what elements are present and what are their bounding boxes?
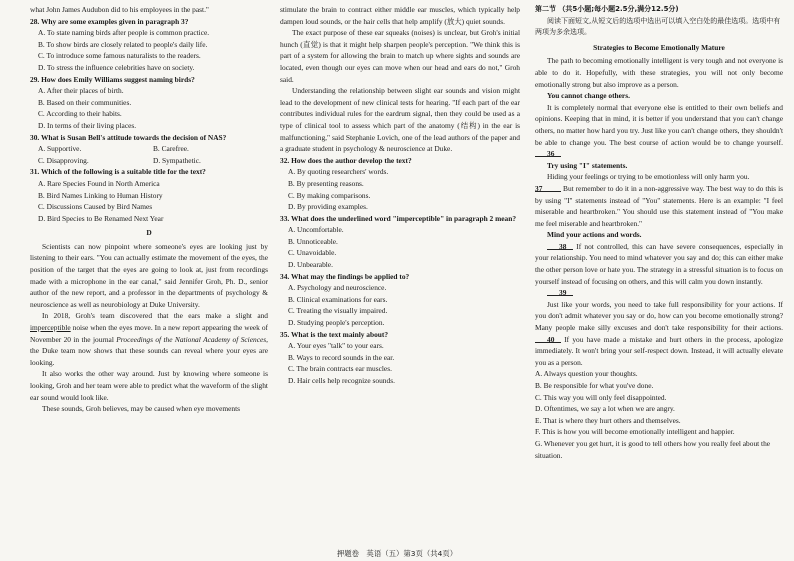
text-run: If not controlled, this can have severe consequences, especially in your relationship. You need to mind whatever you say and do; this can either make the other person love or hate you. The strategy in a stressful situation is to focus on yourself instead of focusing on others, and this will calm you down instantly. [535, 241, 783, 286]
question-35-option: C. The brain contracts ear muscles. [288, 364, 392, 374]
passage-paragraph: Hiding your feelings or trying to be emotionless will only harm you. [547, 172, 750, 182]
answer-option: B. Be responsible for what you've done. [535, 381, 654, 390]
question-34-option: C. Treating the visually impaired. [288, 306, 388, 316]
question-31-option: D. Bird Species to Be Renamed Next Year [38, 213, 164, 223]
subheading: You cannot change others. [547, 91, 630, 101]
question-28-option: A. To state naming birds after people is common practice. [38, 28, 210, 38]
text-run: , the Duke team now shows that these sounds can reveal where your eyes are looking. [30, 334, 268, 367]
column-middle [280, 4, 520, 387]
question-35-option: D. Hair cells help recognize sounds. [288, 376, 395, 385]
question-30-option: C. Disapproving. [38, 155, 89, 165]
text-run: It is completely normal that everyone else is entitled to their own beliefs and opinions. Keeping that in mind, it is better if you understand that you can't change others, no matter how hard you try. Just like you can't change others, they shouldn't be able to change you. The best course of action would be to change yourself. [535, 102, 783, 147]
passage-title: Strategies to Become Emotionally Mature [593, 42, 725, 52]
answer-option: A. Always question your thoughts. [535, 369, 638, 379]
question-29-option: A. After their places of birth. [38, 86, 124, 96]
section-d-heading: D [146, 228, 152, 238]
passage-paragraph [535, 183, 783, 229]
question-34-option: D. Studying people's perception. [288, 318, 385, 328]
section-2-title: 第二节 （共5小题;每小题2.5分,满分12.5分) [535, 5, 679, 13]
question-31-option: B. Bird Names Linking to Human History [38, 190, 163, 200]
passage-d-paragraph: Scientists can now pinpoint where someone's eyes are looking just by listening to their ears. "You can actually estimate the movement of the eyes, the position of the target that the eyes are going to look at, just from recordings made with a microphone in the ear canal," said Jennifer Groh, Ph. D., senior author of the new report, and a professor in the departments of psychology & neuroscience as well as neurobiology at Duke University. [30, 241, 268, 309]
question-35-option: B. Ways to record sounds in the ear. [288, 352, 395, 362]
blank-37: 37 [535, 183, 561, 192]
question-32-option: B. By presenting reasons. [288, 178, 364, 188]
question-31-option: A. Rare Species Found in North America [38, 178, 160, 188]
question-32-option: A. By quoting researchers' words. [288, 167, 389, 177]
text-run: noise when the eyes move. In a new report appearing the week of November 20 in the journal [30, 323, 268, 344]
question-33-stem: 33. What does the underlined word "imperceptible" in paragraph 2 mean? [280, 213, 517, 223]
page-footer: 押题卷 英语（五）第3页（共4页） [336, 549, 458, 558]
text-run: But remember to do it in a non-aggressive way. The best way to do this is by using "I" statements instead of "You" statements. Here is an example: "I feel miserable and heartbroken." You should use this statement instead of "You make me feel miserable and heartbroken." [535, 183, 783, 228]
question-29-option: D. In terms of their living places. [38, 120, 137, 130]
text-run: In 2018, Groh's team discovered that the ears make a slight and [42, 311, 268, 321]
question-28-option: C. To introduce some famous naturalists to the readers. [38, 51, 201, 61]
passage-d-paragraph [30, 310, 268, 368]
passage-paragraph [535, 241, 783, 287]
column-left [30, 4, 268, 415]
question-35-stem: 35. What is the text mainly about? [280, 329, 389, 339]
subheading: Try using "I" statements. [547, 160, 628, 170]
question-29-option: B. Based on their communities. [38, 97, 132, 107]
question-32-option: D. By providing examples. [288, 202, 368, 212]
passage-d-paragraph: stimulate the brain to contract either middle ear muscles, which typically help dampen loud sounds, or the hair cells that help amplify (放大) quiet sounds. [280, 5, 520, 26]
passage-d-paragraph: Understanding the relationship between slight ear sounds and vision might lead to the development of new clinical tests for hearing. "If each part of the ear contributes individual rules for the eardrum signal, then they could be used as a type of clinical tool to assess which part of the anatomy (结构) in the ear is malfunctioning," said Stephanie Lovich, one of the lead authors of the paper and a graduate student in psychology & neuroscience at Duke. [280, 86, 520, 154]
question-29-option: C. According to their habits. [38, 109, 122, 119]
question-33-option: C. Unavoidable. [288, 248, 337, 258]
answer-option: G. Whenever you get hurt, it is good to tell others how you really feel about the situation. [535, 438, 771, 460]
blank-36: 36 [535, 148, 561, 157]
question-30-option: D. Sympathetic. [153, 155, 201, 165]
question-28-stem: 28. Why are some examples given in paragraph 3? [30, 16, 189, 26]
question-30-option: A. Supportive. [38, 144, 82, 154]
text-run: Just like your words, you need to take full responsibility for your actions. If you don't admit whatever you say or do, how can you become emotionally strong? Many people make silly excuses and don't take responsibility for their actions. [535, 299, 783, 333]
question-30-options-row [38, 143, 268, 155]
blank-40: 40 [535, 334, 561, 343]
section-2-instruction: 阅读下面短文,从短文后的选项中选出可以填入空白处的最佳选项。选项中有两项为多余选项。 [535, 16, 781, 37]
question-32-option: C. By making comparisons. [288, 190, 371, 200]
passage-d-paragraph: These sounds, Groh believes, may be caused when eye movements [42, 404, 241, 414]
question-35-option: A. Your eyes "talk" to your ears. [288, 341, 384, 351]
question-30-options-row [38, 155, 268, 167]
question-28-option: D. To stress the influence celebrities have on society. [38, 62, 195, 72]
answer-option: C. This way you will only feel disappointed. [535, 392, 667, 402]
blank-38: 38 [547, 241, 573, 250]
passage-paragraph: The path to becoming emotionally intelligent is very tough and not everyone is able to do it. Hopefully, with these strategies, you will not only become emotionally strong but also improve as a person. [535, 56, 783, 89]
question-34-option: A. Psychology and neuroscience. [288, 283, 387, 293]
question-31-stem: 31. Which of the following is a suitable title for the text? [30, 167, 206, 177]
underlined-word: imperceptible [30, 323, 71, 333]
question-33-option: B. Unnoticeable. [288, 236, 338, 246]
passage-paragraph [535, 102, 783, 160]
answer-option: E. That is where they hurt others and themselves. [535, 415, 681, 425]
answer-option: D. Oftentimes, we say a lot when we are angry. [535, 404, 675, 414]
question-33-option: A. Uncomfortable. [288, 225, 344, 235]
blank-39: 39 [547, 287, 573, 296]
passage-d-paragraph: It also works the other way around. Just by knowing where someone is looking, Groh and her team were able to predict what the waveform of the slight ear sound would look like. [30, 369, 268, 402]
question-34-stem: 34. What may the findings be applied to? [280, 271, 410, 281]
question-33-option: D. Unbearable. [288, 260, 333, 270]
question-32-stem: 32. How does the author develop the text? [280, 155, 412, 165]
passage-paragraph [535, 299, 783, 369]
text-run: If you have made a mistake and hurt others in the process, apologize immediately. It won't bring your self-respect down. Instead, it will actually elevate you as a person. [535, 334, 783, 367]
question-30-option: B. Carefree. [153, 144, 189, 154]
answer-option: F. This is how you will become emotionally intelligent and happier. [535, 427, 735, 437]
question-31-option: C. Discussions Caused by Bird Names [38, 202, 153, 212]
question-28-option: B. To show birds are closely related to people's daily life. [38, 39, 208, 49]
question-30-stem: 30. What is Susan Bell's attitude towards the decision of NAS? [30, 132, 227, 142]
passage-c-ending: what John James Audubon did to his employees in the past." [30, 5, 209, 14]
subheading: Mind your actions and words. [547, 230, 642, 240]
column-right [535, 4, 783, 461]
question-29-stem: 29. How does Emily Williams suggest naming birds? [30, 74, 195, 84]
journal-title: Proceedings of the National Academy of Sciences [116, 334, 267, 344]
passage-paragraph [535, 287, 783, 299]
question-34-option: B. Clinical examinations for ears. [288, 294, 388, 304]
passage-d-paragraph: The exact purpose of these ear squeaks (noises) is unclear, but Groh's initial hunch (直觉) is that it might help sharpen people's perception. "We think this is part of a system for allowing the brain to match up where sights and sounds are located, even though our eyes can move when our head and ears do not," Groh said. [280, 28, 520, 84]
